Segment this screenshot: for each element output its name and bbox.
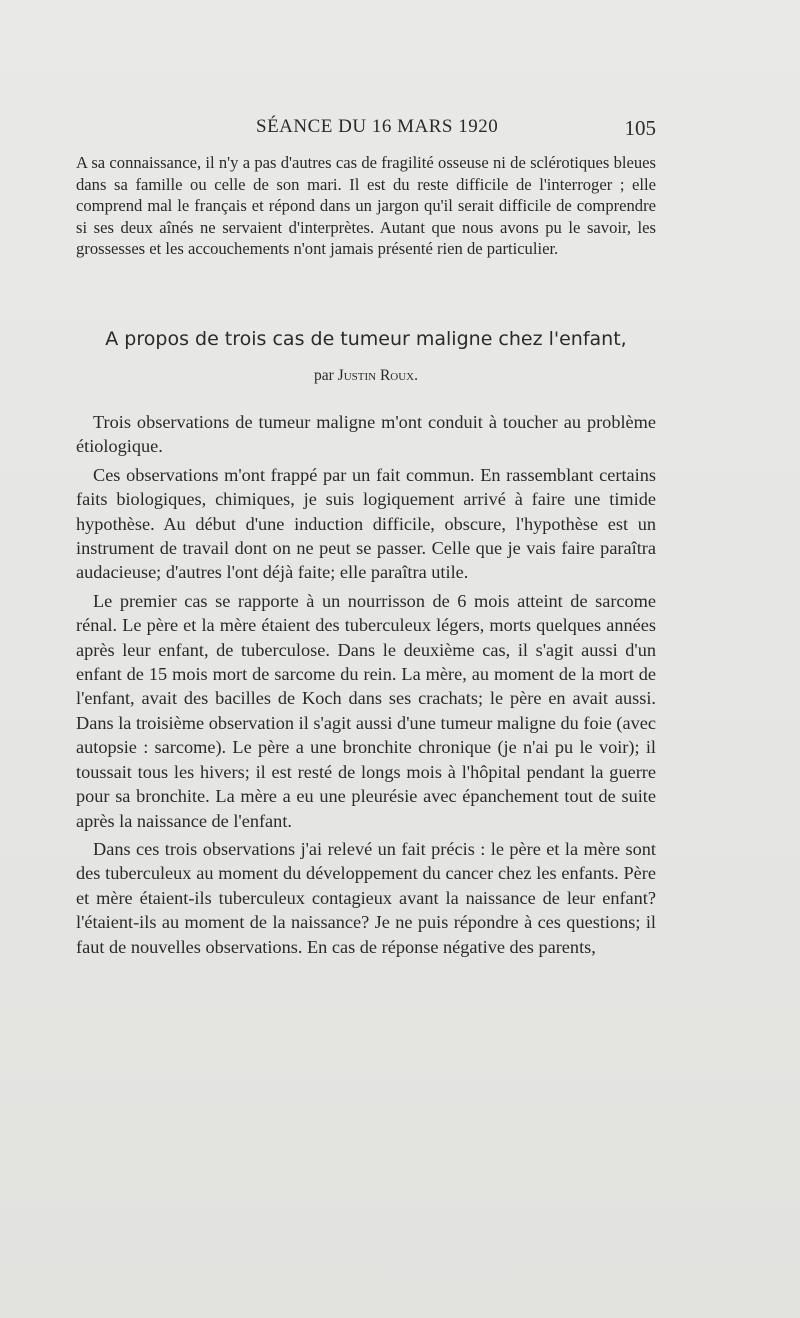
body-paragraph: Dans ces trois observations j'ai relevé un fait précis : le père et la mère sont des tuberculeux au moment du développement du cancer chez les enfants. Père et mère étaient-ils tuberculeux contagieux avant la naissance de leur enfant? l'étaient-ils au moment de la naissance? Je ne puis répondre à ces questions; il faut de nouvelles observations. En cas de réponse négative des parents, [76,838,656,957]
author-name: Justin Roux. [337,367,418,384]
intro-paragraph: A sa connaissance, il n'y a pas d'autres cas de fragilité osseuse ni de sclérotiques bleues dans sa famille ou celle de son mari. Il est du reste difficile de l'interroger ; elle comprend mal le français et répond dans un jargon qu'il serait difficile de comprendre si ses deux aînés ne servaient d'interprètes. Autant que nous avons pu le savoir, les grossesses et les accouchements n'ont jamais présenté rien de particulier. [76,153,656,258]
running-head-title: SÉANCE DU 16 MARS 1920 [256,116,499,137]
article-title: A propos de trois cas de tumeur maligne chez l'enfant, [105,328,627,350]
byline [76,367,656,385]
body-paragraph: Le premier cas se rapporte à un nourrisson de 6 mois atteint de sarcome rénal. Le père et la mère étaient des tuberculeux légers, morts quelques années après leur enfant, de tuberculose. Dans le deuxième cas, il s'agit aussi d'un enfant de 15 mois mort de sarcome du rein. La mère, au moment de la mort de l'enfant, avait des bacilles de Koch dans ses crachats; le père en avait aussi. Dans la troisième observation il s'agit aussi d'une tumeur maligne du foie (avec autopsie : sarcome). Le père a une bronchite chronique (je n'ai pu le voir); il toussait tous les hivers; il est resté de longs mois à l'hôpital pendant la guerre pour sa bronchite. La mère a eu une pleurésie avec épanchement tout de suite après la naissance de l'enfant. [76,590,656,831]
body-paragraph: Trois observations de tumeur maligne m'ont conduit à toucher au problème étiologique. [76,412,656,457]
body-paragraph: Ces observations m'ont frappé par un fait commun. En rassemblant certains faits biologiques, chimiques, je suis logiquement arrivé à faire une timide hypothèse. Au début d'une induction difficile, obscure, l'hypothèse est un instrument de travail dont on ne peut se passer. Celle que je vais faire paraîtra audacieuse; d'autres l'ont déjà faite; elle paraîtra utile. [76,464,656,583]
article-body [76,410,656,963]
byline-prefix: par [313,367,334,384]
page-number: 105 [624,116,656,140]
running-head [76,116,656,146]
